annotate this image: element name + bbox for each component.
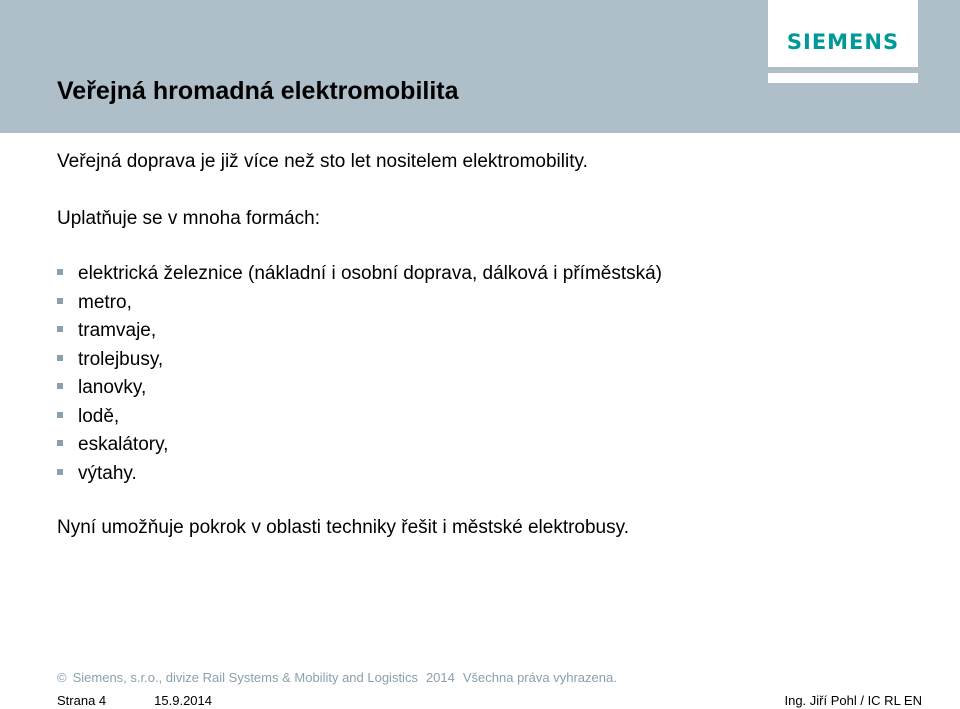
bullet-text: trolejbusy, — [78, 348, 164, 370]
bullet-square-icon — [57, 326, 63, 332]
list-item — [57, 319, 662, 348]
bullet-text: lodě, — [78, 405, 120, 427]
list-item — [57, 262, 662, 291]
copyright-year: 2014 — [425, 670, 455, 685]
bullet-square-icon — [57, 412, 63, 418]
logo-stripe — [768, 73, 918, 83]
conclusion-text: Nyní umožňuje pokrok v oblasti techniky řešit i městské elektrobusy. — [57, 517, 629, 538]
logo-text: SIEMENS — [786, 30, 900, 54]
siemens-logo — [768, 0, 918, 67]
bullet-text: elektrická železnice (nákladní i osobní doprava, dálková i příměstská) — [78, 263, 663, 284]
bullet-text: eskalátory, — [78, 434, 169, 455]
list-item — [57, 291, 662, 320]
footer-date: 15.9.2014 — [154, 693, 212, 708]
bullet-list — [57, 262, 662, 490]
list-item — [57, 433, 662, 462]
copyright-company: Siemens, s.r.o., divize Rail Systems & Mobility and Logistics — [72, 670, 418, 685]
page-number: Strana 4 — [57, 693, 107, 708]
bullet-text: metro, — [78, 291, 132, 313]
footer-page-info — [57, 693, 212, 708]
slide-title: Veřejná hromadná elektromobilita — [57, 77, 459, 105]
bullet-text: lanovky, — [78, 377, 147, 398]
copyright-icon: © — [57, 670, 67, 685]
bullet-text: tramvaje, — [78, 320, 157, 341]
copyright-rights: Všechna práva vyhrazena. — [462, 670, 617, 685]
bullet-square-icon — [57, 355, 63, 361]
list-item — [57, 462, 662, 491]
bullet-square-icon — [57, 298, 63, 304]
bullet-square-icon — [57, 383, 63, 389]
list-item — [57, 348, 662, 377]
footer-author: Ing. Jiří Pohl / IC RL EN — [784, 693, 922, 708]
bullet-square-icon — [57, 469, 63, 475]
footer-copyright — [57, 670, 617, 685]
list-item — [57, 376, 662, 405]
forms-heading: Uplatňuje se v mnoha formách: — [57, 208, 320, 229]
intro-text: Veřejná doprava je již více než sto let nositelem elektromobility. — [57, 151, 588, 172]
bullet-text: výtahy. — [78, 462, 137, 484]
list-item — [57, 405, 662, 434]
bullet-square-icon — [57, 269, 63, 275]
bullet-square-icon — [57, 440, 63, 446]
